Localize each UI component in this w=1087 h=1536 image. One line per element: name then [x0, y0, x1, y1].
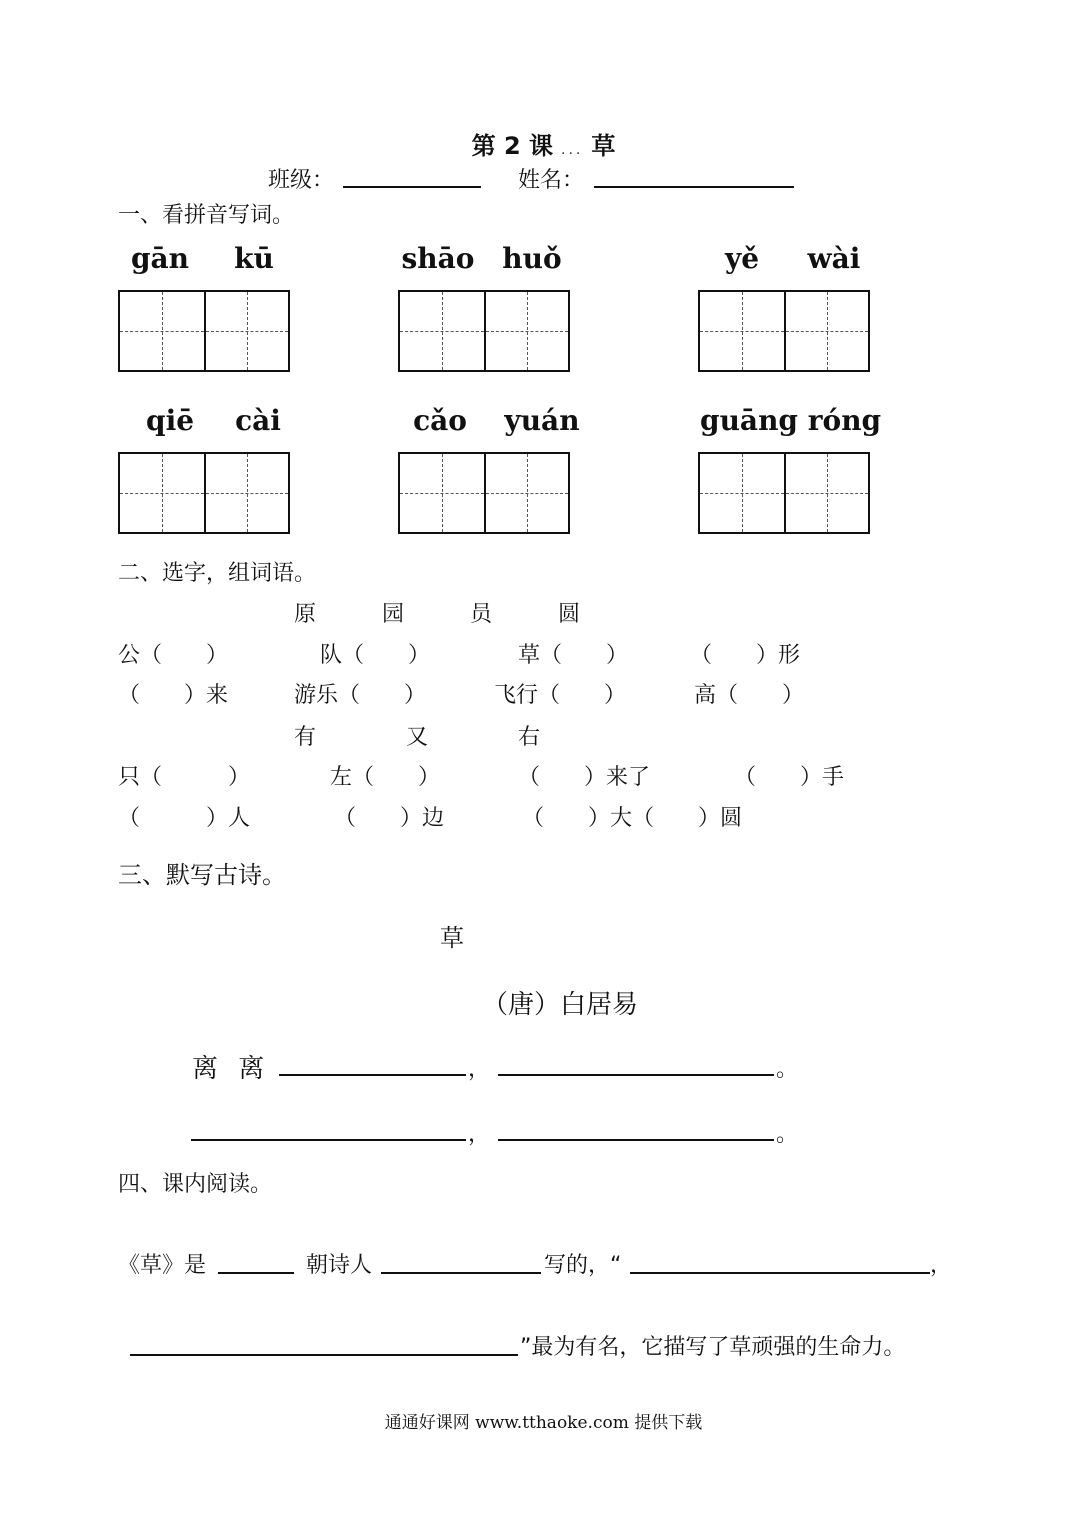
choice-char: 员	[470, 602, 493, 627]
word-item: （ ）来	[118, 683, 229, 708]
word-item: （ ）人	[118, 806, 251, 831]
comma: ，	[468, 1122, 491, 1147]
quote-blank[interactable]	[130, 1354, 518, 1356]
reading-text: ”最为有名，它描写了草顽强的生命力。	[520, 1335, 906, 1360]
poem-line-start: 离 离	[192, 1054, 271, 1084]
pinyin: yě	[724, 242, 760, 275]
choice-char: 有	[294, 725, 317, 750]
word-item: （ ）手	[734, 765, 845, 790]
poem-title: 草	[440, 924, 464, 952]
name-field[interactable]	[594, 186, 794, 188]
choice-char: 又	[406, 725, 429, 750]
poem-blank[interactable]	[279, 1074, 466, 1076]
word-item: 队（ ）	[320, 643, 431, 668]
section2-heading: 二、选字，组词语。	[118, 561, 317, 586]
name-label: 姓名：	[518, 168, 585, 193]
word-item: 左（ ）	[330, 765, 441, 790]
pinyin: guāng róng	[700, 404, 882, 437]
page-title	[0, 126, 1087, 161]
writing-grid[interactable]	[698, 452, 870, 534]
poem-blank[interactable]	[498, 1074, 774, 1076]
word-item: （ ）形	[690, 643, 801, 668]
choice-char: 原	[294, 602, 317, 627]
lesson-number: 第 2 课	[471, 132, 554, 160]
pinyin: kū	[234, 242, 274, 275]
pinyin: gān	[130, 242, 190, 275]
lesson-title: 草	[591, 132, 616, 160]
footer-text: 通通好课网 www.tthaoke.com 提供下载	[384, 1413, 703, 1433]
writing-grid[interactable]	[698, 290, 870, 372]
title-dots: ...	[561, 142, 584, 158]
grid-cell[interactable]	[484, 454, 568, 532]
grid-cell[interactable]	[400, 292, 484, 370]
poem-author: （唐）白居易	[482, 990, 639, 1020]
choice-char: 右	[518, 725, 541, 750]
choice-char: 圆	[558, 602, 581, 627]
section4-heading: 四、课内阅读。	[118, 1172, 273, 1197]
pinyin: huǒ	[502, 242, 562, 275]
grid-cell[interactable]	[700, 454, 784, 532]
poet-blank[interactable]	[381, 1272, 541, 1274]
pinyin: cài	[235, 404, 281, 437]
poem-blank[interactable]	[498, 1139, 774, 1141]
word-item: 只（ ）	[118, 765, 251, 790]
grid-cell[interactable]	[700, 292, 784, 370]
word-item: 飞行（ ）	[494, 683, 627, 708]
writing-grid[interactable]	[118, 452, 290, 534]
dynasty-blank[interactable]	[218, 1272, 294, 1274]
pinyin: yuán	[504, 404, 580, 437]
reading-text: ，	[930, 1253, 953, 1278]
pinyin: shāo	[401, 242, 475, 275]
period: 。	[776, 1057, 799, 1082]
comma: ，	[468, 1057, 491, 1082]
period: 。	[776, 1122, 799, 1147]
word-item: 草（ ）	[518, 643, 629, 668]
grid-cell[interactable]	[484, 292, 568, 370]
section3-heading: 三、默写古诗。	[118, 861, 286, 889]
grid-cell[interactable]	[204, 292, 288, 370]
grid-cell[interactable]	[400, 454, 484, 532]
writing-grid[interactable]	[398, 290, 570, 372]
reading-text: 朝诗人	[306, 1253, 373, 1278]
choice-char: 园	[382, 602, 405, 627]
grid-cell[interactable]	[784, 454, 868, 532]
pinyin: qiē	[145, 404, 195, 437]
grid-cell[interactable]	[120, 454, 204, 532]
pinyin: cǎo	[413, 404, 467, 437]
word-item: 游乐（ ）	[294, 683, 427, 708]
word-item: 公（ ）	[118, 643, 229, 668]
word-item: （ ）边	[334, 806, 445, 831]
reading-text: 《草》是	[118, 1253, 207, 1278]
reading-text: 写的，“	[544, 1253, 622, 1278]
writing-grid[interactable]	[118, 290, 290, 372]
class-field[interactable]	[343, 186, 481, 188]
word-item: （ ）来了	[518, 765, 651, 790]
grid-cell[interactable]	[120, 292, 204, 370]
section1-heading: 一、看拼音写词。	[118, 203, 295, 228]
writing-grid[interactable]	[398, 452, 570, 534]
quote-blank[interactable]	[630, 1272, 930, 1274]
grid-cell[interactable]	[784, 292, 868, 370]
grid-cell[interactable]	[204, 454, 288, 532]
pinyin: wài	[807, 242, 861, 275]
word-item: 高（ ）	[694, 683, 805, 708]
class-label: 班级：	[268, 168, 335, 193]
word-item: （ ）大（ ）圆	[522, 806, 743, 831]
poem-blank[interactable]	[191, 1139, 466, 1141]
